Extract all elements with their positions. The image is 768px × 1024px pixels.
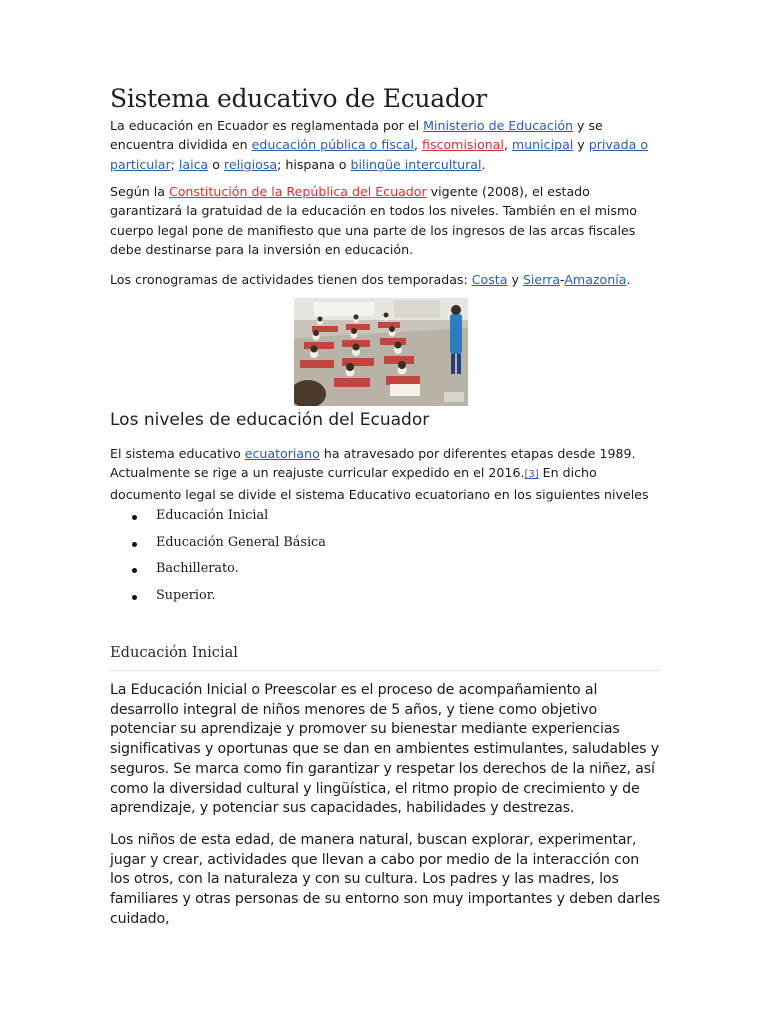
intro-text: La educación en Ecuador es reglamentada por el bbox=[110, 118, 424, 133]
intro-text: ; hispana o bbox=[277, 156, 351, 172]
schedule-text: Los cronogramas de actividades tienen dos temporadas: bbox=[110, 272, 472, 287]
list-item-label: Superior. bbox=[156, 587, 216, 603]
intro-text: y se encuentra dividida en bbox=[110, 118, 603, 153]
constitution-paragraph bbox=[110, 182, 650, 260]
schedule-paragraph bbox=[110, 270, 650, 289]
levels-list bbox=[110, 508, 326, 614]
link-constitucion[interactable]: Constitución de la República del Ecuador bbox=[168, 184, 427, 199]
list-item bbox=[110, 508, 326, 535]
subsection-heading: Educación Inicial bbox=[110, 644, 238, 661]
year-1989: 1989 bbox=[599, 446, 632, 461]
list-item-label: Educación Inicial bbox=[156, 508, 269, 523]
link-costa[interactable]: Costa bbox=[471, 272, 508, 287]
intro-text: y bbox=[573, 137, 589, 153]
paragraph-ninos: Los niños de esta edad, de manera natural, buscan explorar, experimentar, jugar y crear, actividades que llevan a cabo por medio de la interacción con los otros, con la naturaleza y con su cultura. Los padres y las madres, los familiares y otras personas de su entorno son muy importantes y deben darles cuidado, bbox=[110, 832, 660, 927]
page-title: Sistema educativo de Ecuador bbox=[110, 84, 487, 113]
list-item bbox=[110, 588, 326, 615]
constitution-year: (2008) bbox=[482, 184, 524, 199]
bullet-icon bbox=[132, 515, 137, 520]
list-item-label: Educación General Básica bbox=[156, 534, 326, 550]
bullet-icon bbox=[132, 542, 137, 547]
link-sierra[interactable]: Sierra bbox=[522, 272, 561, 287]
intro-text: ; bbox=[170, 156, 179, 172]
constitution-text: , el estado garantizará la gratuidad de la educación en todos los niveles. También en el mismo cuerpo legal pone de manifiesto que una parte de los ingresos de las arcas fiscales debe destinarse para la inversión en educación. bbox=[110, 184, 637, 258]
schedule-text: - bbox=[560, 272, 565, 287]
levels-intro-paragraph bbox=[110, 444, 650, 504]
section-heading: Los niveles de educación del Ecuador bbox=[110, 410, 430, 430]
paragraph-educacion-inicial: La Educación Inicial o Preescolar es el proceso de acompañamiento al desarrollo integral de niños menores de 5 años, y tiene como objetivo potenciar su aprendizaje y promover su bienestar mediante experiencias significativas y oportunas que se dan en ambientes estimulantes, saludables y seguros. Se marca como fin garantizar y respetar los derechos de la niñez, así como la diversidad cultural y lingüística, el ritmo propio de crecimiento y de aprendizaje, y potenciar sus capacidades, habilidades y destrezas. bbox=[110, 682, 660, 817]
intro-text: , bbox=[503, 137, 512, 153]
link-educacion-publica[interactable]: educación pública o fiscal bbox=[251, 137, 415, 153]
bullet-icon bbox=[132, 595, 137, 600]
schedule-text: . bbox=[626, 272, 631, 287]
link-laica[interactable]: laica bbox=[178, 156, 209, 172]
classroom-photo bbox=[294, 298, 468, 406]
divider bbox=[110, 670, 660, 671]
list-item-label: Bachillerato. bbox=[156, 561, 239, 576]
link-religiosa[interactable]: religiosa bbox=[223, 156, 278, 172]
link-privada[interactable]: privada o particular bbox=[110, 137, 649, 172]
levels-text: El sistema educativo bbox=[110, 446, 245, 461]
link-bilingue[interactable]: bilingüe intercultural bbox=[350, 156, 482, 172]
link-ministerio[interactable]: Ministerio de Educación bbox=[423, 118, 574, 133]
link-municipal[interactable]: municipal bbox=[511, 137, 574, 153]
intro-text: o bbox=[208, 156, 224, 172]
bullet-icon bbox=[132, 568, 137, 573]
constitution-text: vigente bbox=[426, 184, 483, 199]
link-fiscomisional[interactable]: fiscomisional bbox=[422, 137, 504, 153]
year-2016: 2016. bbox=[488, 465, 525, 481]
schedule-text: y bbox=[507, 272, 523, 287]
list-item bbox=[110, 535, 326, 562]
link-amazonia[interactable]: Amazonía bbox=[564, 272, 627, 287]
intro-text: , bbox=[414, 137, 423, 153]
intro-text: . bbox=[481, 156, 486, 172]
reference-link[interactable]: [3] bbox=[524, 469, 539, 481]
levels-text: . Actualmente se rige a un reajuste curricular expedido en el bbox=[110, 446, 636, 481]
intro-paragraph bbox=[110, 116, 650, 174]
list-item bbox=[110, 561, 326, 588]
link-ecuatoriano[interactable]: ecuatoriano bbox=[244, 446, 320, 461]
classroom-illustration bbox=[294, 298, 468, 406]
levels-text: ha atravesado por diferentes etapas desde bbox=[319, 446, 600, 461]
constitution-text: Según la bbox=[110, 184, 169, 199]
levels-text: En dicho documento legal se divide el sistema Educativo ecuatoriano en los siguientes niveles bbox=[110, 465, 649, 502]
